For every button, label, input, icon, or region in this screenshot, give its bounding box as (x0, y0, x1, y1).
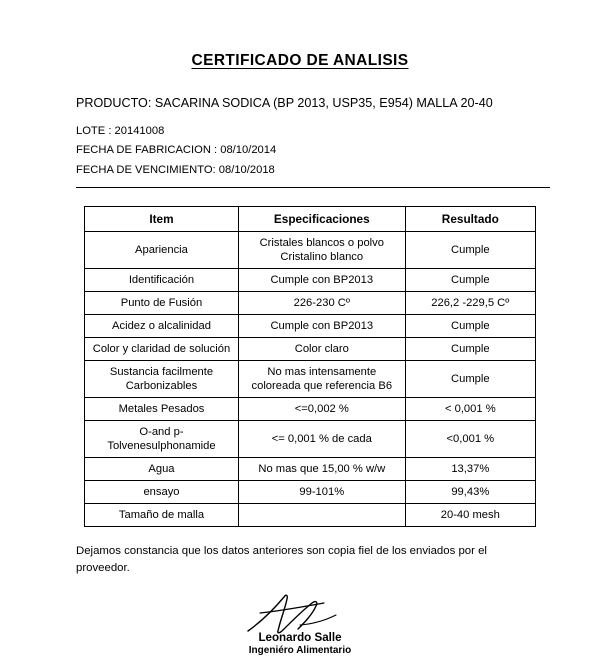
table-row (85, 232, 536, 269)
cell-item: Color y claridad de solución (85, 338, 239, 361)
table-row (85, 361, 536, 398)
column-header-result: Resultado (405, 207, 535, 232)
signature-area (0, 591, 600, 656)
header-block (76, 94, 600, 180)
cell-item-line2: Carbonizables (125, 380, 198, 392)
cell-result: 20-40 mesh (405, 504, 535, 527)
header-divider (76, 187, 550, 188)
cell-result: < 0,001 % (405, 398, 535, 421)
cell-item: ensayo (85, 481, 239, 504)
cell-spec (238, 361, 405, 398)
cell-spec: Cumple con BP2013 (238, 315, 405, 338)
cell-item: O-and p-Tolvenesulphonamide (85, 421, 239, 458)
cell-item: Punto de Fusión (85, 292, 239, 315)
cell-spec: <=0,002 % (238, 398, 405, 421)
cell-item: Acidez o alcalinidad (85, 315, 239, 338)
cell-result: Cumple (405, 315, 535, 338)
cell-spec: 226-230 Cº (238, 292, 405, 315)
cell-result: 99,43% (405, 481, 535, 504)
cell-spec (238, 504, 405, 527)
cell-item: Tamaño de malla (85, 504, 239, 527)
cell-result: 226,2 -229,5 Cº (405, 292, 535, 315)
cell-spec-line2: Cristalino blanco (280, 251, 364, 263)
table-row (85, 504, 536, 527)
product-line: PRODUCTO: SACARINA SODICA (BP 2013, USP35, E954) MALLA 20-40 (76, 96, 493, 110)
note-line-2: proveedor. (76, 562, 130, 574)
cell-result: <0,001 % (405, 421, 535, 458)
cell-item (85, 361, 239, 398)
lot-line: LOTE : 20141008 (76, 124, 165, 137)
table-row (85, 421, 536, 458)
cell-item-line1: Sustancia facilmente (109, 366, 214, 378)
cell-item: Agua (85, 458, 239, 481)
table-row (85, 338, 536, 361)
cell-result: 13,37% (405, 458, 535, 481)
cell-result: Cumple (405, 269, 535, 292)
signature-name: Leonardo Salle (258, 631, 342, 644)
expiry-date-line: FECHA DE VENCIMIENTO: 08/10/2018 (76, 163, 275, 176)
column-header-specifications: Especificaciones (238, 207, 405, 232)
cell-spec-line2: coloreada que referencia B6 (251, 380, 393, 392)
cell-spec: 99-101% (238, 481, 405, 504)
table-row (85, 292, 536, 315)
cell-spec: No mas que 15,00 % w/w (238, 458, 405, 481)
cell-result: Cumple (405, 361, 535, 398)
cell-spec: Cumple con BP2013 (238, 269, 405, 292)
cell-item: Metales Pesados (85, 398, 239, 421)
cell-spec-line1: No mas intensamente (267, 366, 377, 378)
cell-spec: Color claro (238, 338, 405, 361)
manufacture-date-line: FECHA DE FABRICACION : 08/10/2014 (76, 144, 277, 156)
table-row (85, 398, 536, 421)
cell-spec (238, 232, 405, 269)
column-header-item: Item (85, 207, 239, 232)
table-row (85, 269, 536, 292)
page-title: CERTIFICADO DE ANALISIS (191, 52, 409, 69)
cell-result: Cumple (405, 232, 535, 269)
note-line-1: Dejamos constancia que los datos anteriores son copia fiel de los enviados por el (76, 545, 487, 557)
cell-spec-line1: Cristales blancos o polvo (259, 237, 384, 249)
certificate-page (0, 52, 600, 656)
handwritten-signature-icon (240, 591, 360, 635)
signature-role: Ingeniéro Alimentario (248, 645, 352, 656)
cell-item: Identificación (85, 269, 239, 292)
table-row (85, 458, 536, 481)
cell-result: Cumple (405, 338, 535, 361)
table-header-row (85, 207, 536, 232)
table-row (85, 315, 536, 338)
note-block (76, 543, 542, 577)
table-row (85, 481, 536, 504)
cell-spec: <= 0,001 % de cada (238, 421, 405, 458)
analysis-table (84, 206, 536, 527)
cell-item: Apariencia (85, 232, 239, 269)
